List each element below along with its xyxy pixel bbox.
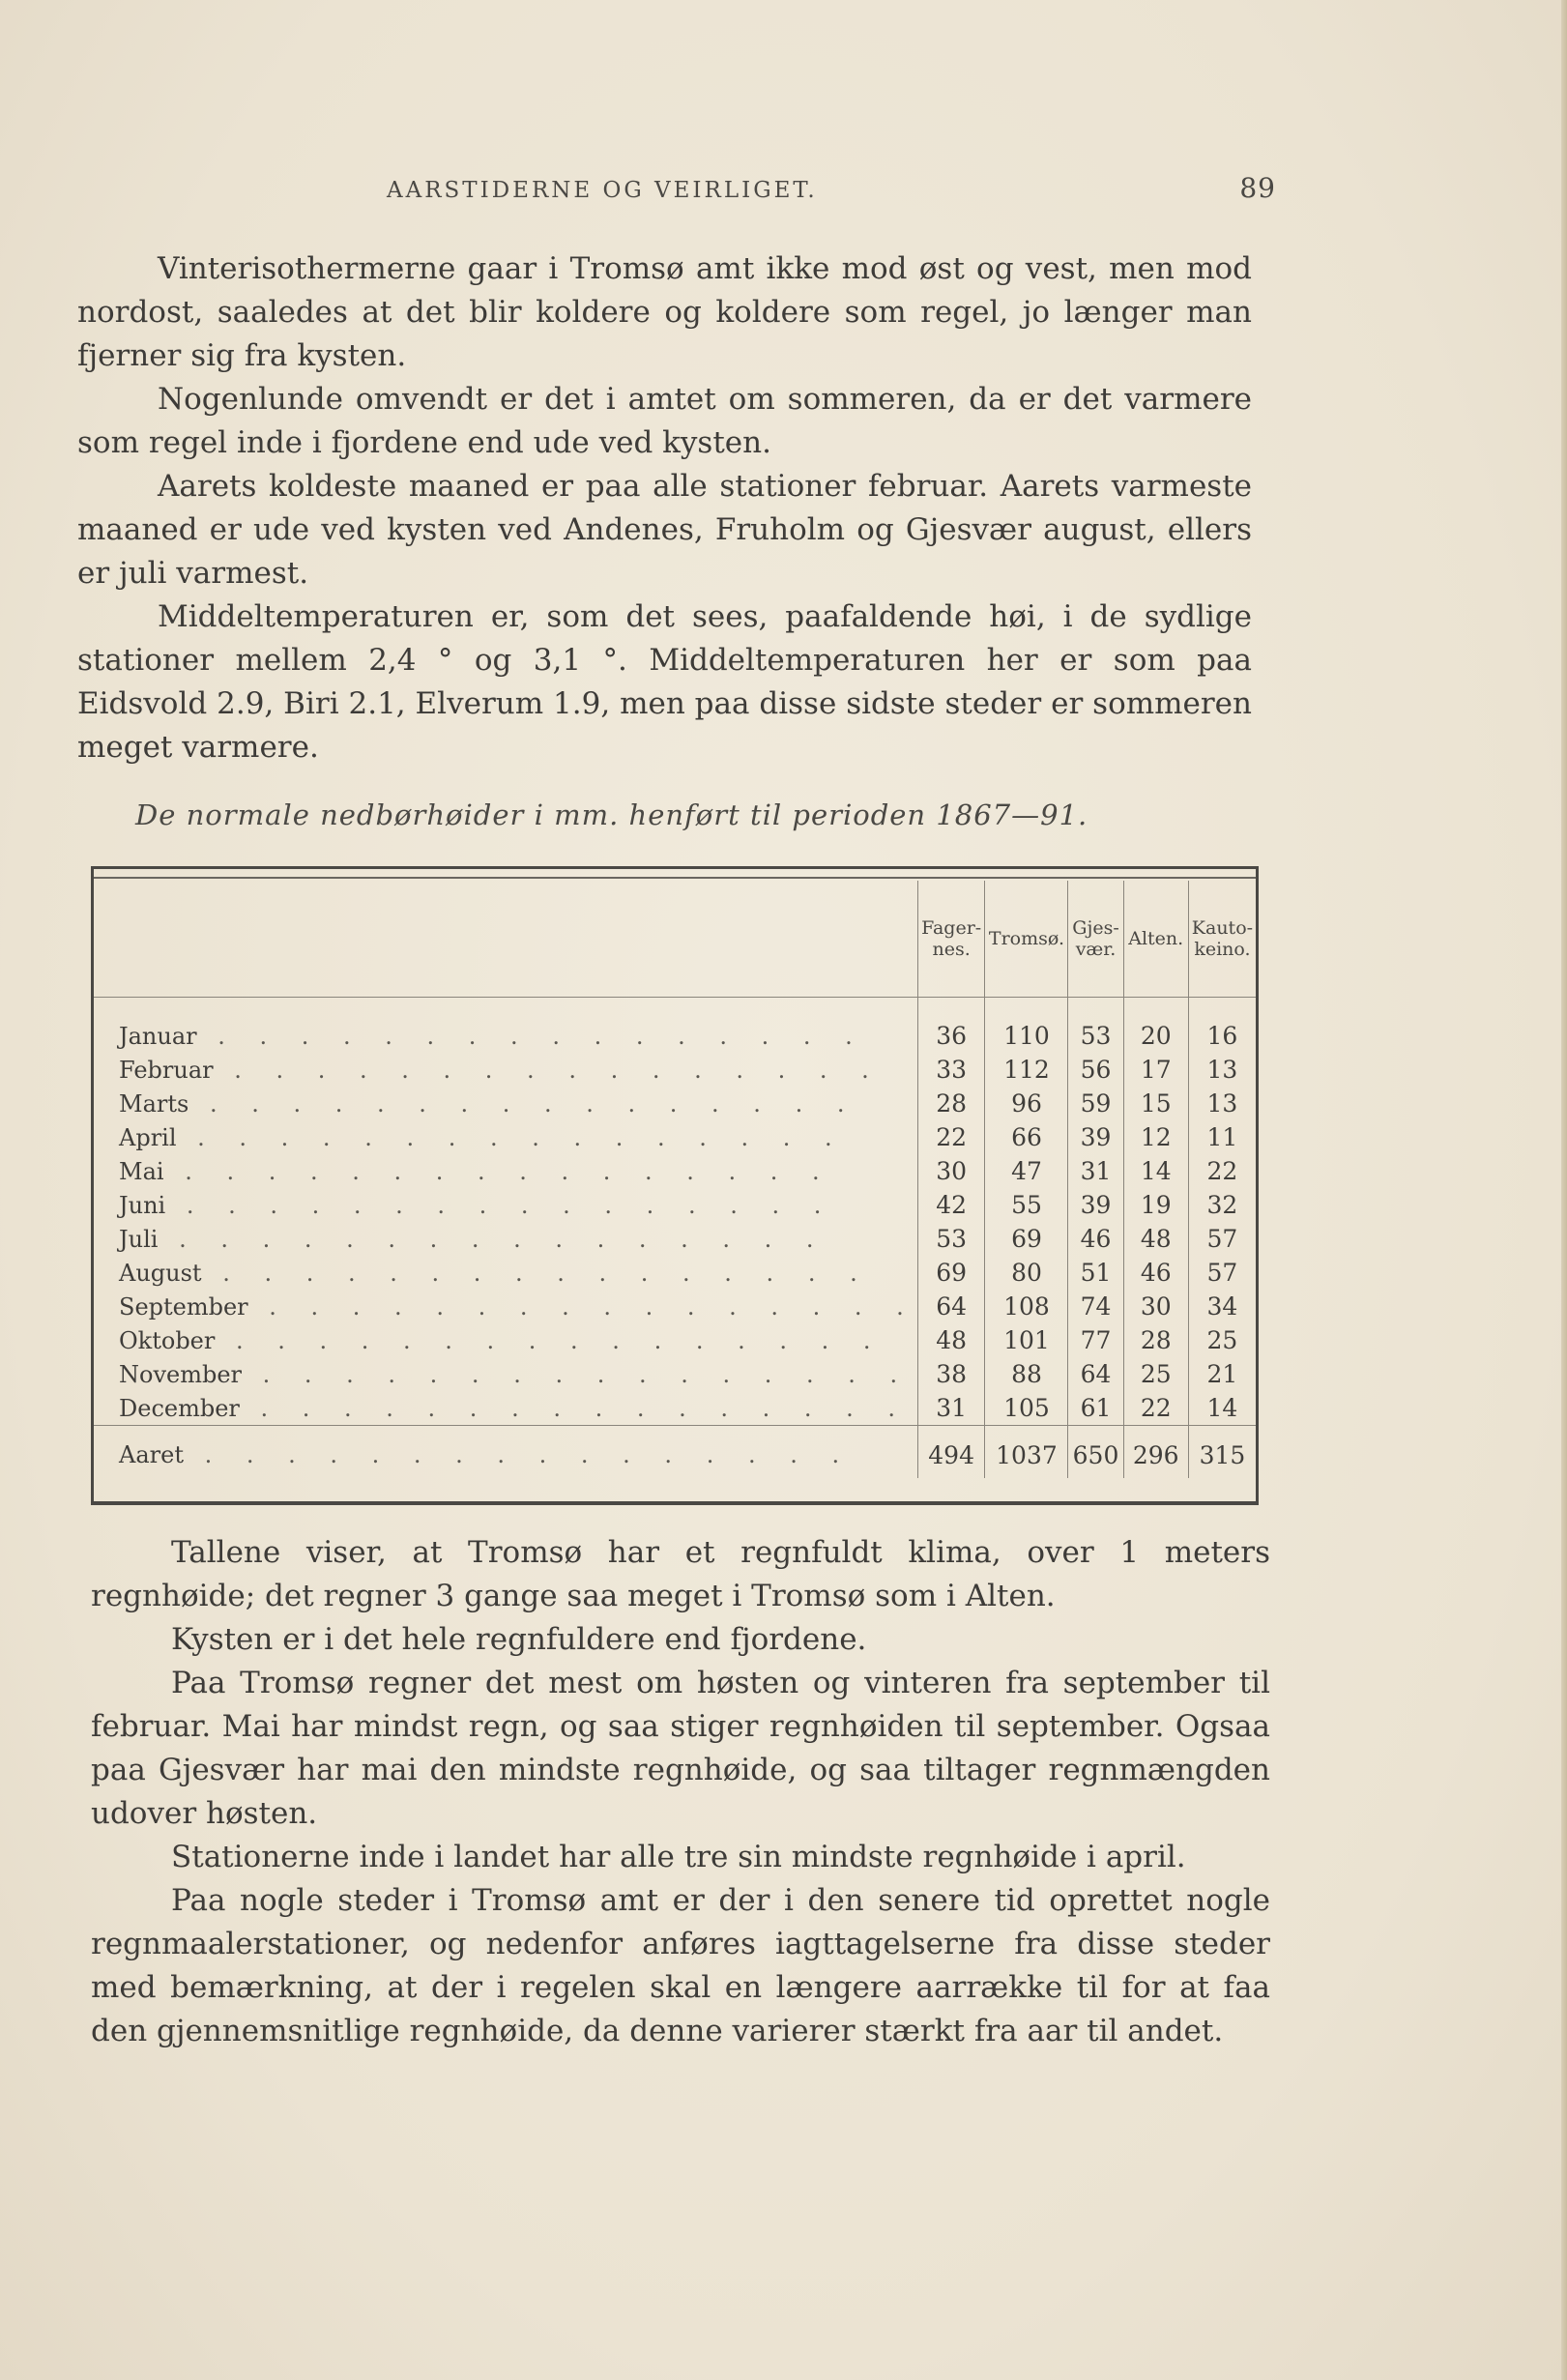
table-cell: 39	[1068, 1120, 1123, 1154]
leader-dots: . . . . . . . . . . . . . . . .	[196, 1022, 866, 1050]
table-cell: 32	[1188, 1188, 1256, 1222]
table-cell: 101	[985, 1323, 1068, 1357]
table-row	[94, 1087, 1256, 1120]
table-cell: 88	[985, 1357, 1068, 1391]
table-cell: 30	[1123, 1290, 1188, 1323]
page-number: 89	[1239, 172, 1276, 204]
row-label-text: November	[119, 1360, 243, 1388]
table-cell: 11	[1188, 1120, 1256, 1154]
table-cell: 22	[1123, 1391, 1188, 1426]
table-row	[94, 1256, 1256, 1290]
leader-dots: . . . . . . . . . . . . . . . .	[183, 1441, 854, 1468]
column-header: Fager-nes.	[917, 881, 985, 998]
paragraph: Vinterisothermerne gaar i Tromsø amt ikke mod øst og vest, men mod nordost, saaledes at det blir koldere og koldere som regel, jo længer man fjerner sig fra kysten.	[77, 251, 1252, 373]
table-cell: 108	[985, 1290, 1068, 1323]
row-label	[94, 998, 917, 1054]
table-cell: 650	[1068, 1426, 1123, 1479]
paragraph: Tallene viser, at Tromsø har et regnfuldt klima, over 1 meters regnhøide; det regner 3 gange saa meget i Tromsø som i Alten.	[91, 1535, 1270, 1613]
table-row	[94, 1222, 1256, 1256]
precipitation-table	[91, 866, 1259, 1505]
table-cell: 53	[1068, 998, 1123, 1054]
paragraph: Aarets koldeste maaned er paa alle stationer februar. Aarets varmeste maaned er ude ved kysten ved Andenes, Fruholm og Gjesvær august, ellers er juli varmest.	[77, 469, 1252, 591]
table-cell: 315	[1188, 1426, 1256, 1479]
table-cell: 48	[917, 1323, 985, 1357]
leader-dots: . . . . . . . . . . . . . . . .	[242, 1360, 912, 1388]
table-cell: 64	[1068, 1357, 1123, 1391]
data-table	[94, 881, 1256, 1478]
table-cell: 36	[917, 998, 985, 1054]
table-cell: 15	[1123, 1087, 1188, 1120]
table-cell: 105	[985, 1391, 1068, 1426]
table-cell: 31	[1068, 1154, 1123, 1188]
paragraph: Paa nogle steder i Tromsø amt er der i den senere tid oprettet nogle regnmaalerstationer, og nedenfor anføres iagttagelserne fra disse steder med bemærkning, at der i regelen skal en længere aarrække til for at faa den gjennemsnitlige regnhøide, da denne varierer stærkt fra aar til andet.	[91, 1883, 1270, 2048]
table-cell: 53	[917, 1222, 985, 1256]
column-header: Kauto-keino.	[1188, 881, 1256, 998]
row-label-text: Juli	[119, 1225, 159, 1253]
row-label	[94, 1154, 917, 1188]
table-row	[94, 1053, 1256, 1087]
table-cell: 51	[1068, 1256, 1123, 1290]
table-cell: 69	[917, 1256, 985, 1290]
table-cell: 48	[1123, 1222, 1188, 1256]
table-cell: 42	[917, 1188, 985, 1222]
table-cell: 19	[1123, 1188, 1188, 1222]
row-label	[94, 1087, 917, 1120]
body-text-top	[77, 247, 1252, 769]
row-label-text: August	[119, 1259, 202, 1287]
table-cell: 80	[985, 1256, 1068, 1290]
table-row	[94, 1357, 1256, 1391]
table-header-row	[94, 881, 1256, 998]
table-caption: De normale nedbørhøider i mm. henført til perioden 1867—91.	[135, 798, 1088, 831]
paragraph: Paa Tromsø regner det mest om høsten og vinteren fra september til februar. Mai har mindst regn, og saa stiger regnhøiden til september. Ogsaa paa Gjesvær har mai den mindste regnhøide, og saa tiltager regnmængden udover høsten.	[91, 1666, 1270, 1831]
table-cell: 57	[1188, 1222, 1256, 1256]
table-cell: 22	[917, 1120, 985, 1154]
table-row	[94, 1323, 1256, 1357]
leader-dots: . . . . . . . . . . . . . . . .	[213, 1056, 883, 1084]
leader-dots: . . . . . . . . . . . . . . . .	[239, 1394, 910, 1422]
column-header: Alten.	[1123, 881, 1188, 998]
table-cell: 74	[1068, 1290, 1123, 1323]
table-cell: 25	[1123, 1357, 1188, 1391]
table-cell: 66	[985, 1120, 1068, 1154]
row-label-text: Juni	[119, 1191, 166, 1219]
row-label	[94, 1256, 917, 1290]
table-cell: 112	[985, 1053, 1068, 1087]
table-cell: 30	[917, 1154, 985, 1188]
running-title: AARSTIDERNE OG VEIRLIGET.	[387, 178, 818, 203]
table-cell: 34	[1188, 1290, 1256, 1323]
row-label-text: September	[119, 1292, 248, 1321]
table-cell: 61	[1068, 1391, 1123, 1426]
table-row	[94, 1188, 1256, 1222]
row-label	[94, 1357, 917, 1391]
table-cell: 77	[1068, 1323, 1123, 1357]
row-label	[94, 1120, 917, 1154]
table-row	[94, 1154, 1256, 1188]
leader-dots: . . . . . . . . . . . . . . . .	[176, 1123, 846, 1151]
running-header	[387, 172, 1276, 211]
table-cell: 296	[1123, 1426, 1188, 1479]
table-cell: 39	[1068, 1188, 1123, 1222]
paragraph: Stationerne inde i landet har alle tre sin mindste regnhøide i april.	[171, 1840, 1186, 1874]
table-cell: 21	[1188, 1357, 1256, 1391]
table-cell: 13	[1188, 1053, 1256, 1087]
column-header: Gjes-vær.	[1068, 881, 1123, 998]
header-blank	[94, 881, 917, 998]
table-cell: 46	[1068, 1222, 1123, 1256]
row-label	[94, 1222, 917, 1256]
row-label	[94, 1391, 917, 1426]
table-cell: 57	[1188, 1256, 1256, 1290]
row-label-text: Aaret	[119, 1441, 184, 1468]
leader-dots: . . . . . . . . . . . . . . . .	[189, 1089, 858, 1117]
row-label-text: Mai	[119, 1157, 164, 1185]
leader-dots: . . . . . . . . . . . . . . . .	[165, 1191, 835, 1219]
table-cell: 14	[1188, 1391, 1256, 1426]
table-cell: 494	[917, 1426, 985, 1479]
paragraph: Kysten er i det hele regnfuldere end fjordene.	[171, 1622, 867, 1657]
total-row	[94, 1426, 1256, 1479]
row-label	[94, 1290, 917, 1323]
paragraph: Nogenlunde omvendt er det i amtet om sommeren, da er det varmere som regel inde i fjordene end ude ved kysten.	[77, 382, 1252, 460]
table-cell: 12	[1123, 1120, 1188, 1154]
row-label	[94, 1426, 917, 1479]
table-row	[94, 1290, 1256, 1323]
row-label-text: Januar	[119, 1022, 197, 1050]
row-label-text: Oktober	[119, 1326, 216, 1354]
table-cell: 13	[1188, 1087, 1256, 1120]
table-cell: 33	[917, 1053, 985, 1087]
table-body	[94, 998, 1256, 1479]
table-cell: 28	[1123, 1323, 1188, 1357]
table-cell: 17	[1123, 1053, 1188, 1087]
table-row	[94, 1120, 1256, 1154]
table-cell: 55	[985, 1188, 1068, 1222]
leader-dots: . . . . . . . . . . . . . . . .	[163, 1157, 833, 1185]
table-cell: 14	[1123, 1154, 1188, 1188]
leader-dots: . . . . . . . . . . . . . . . .	[247, 1292, 917, 1321]
row-label-text: April	[119, 1123, 177, 1151]
table-cell: 25	[1188, 1323, 1256, 1357]
table-cell: 64	[917, 1290, 985, 1323]
row-label-text: Februar	[119, 1056, 214, 1084]
table-cell: 31	[917, 1391, 985, 1426]
row-label	[94, 1188, 917, 1222]
table-cell: 20	[1123, 998, 1188, 1054]
paragraph: Middeltemperaturen er, som det sees, paafaldende høi, i de sydlige stationer mellem 2,4 ° og 3,1 °. Middeltemperaturen her er som paa Eidsvold 2.9, Biri 2.1, Elverum 1.9, men paa disse sidste steder er sommeren meget varmere.	[77, 599, 1252, 765]
body-text-bottom	[91, 1531, 1270, 2053]
table-row	[94, 1391, 1256, 1426]
table-rule	[94, 877, 1256, 879]
leader-dots: . . . . . . . . . . . . . . . .	[215, 1326, 885, 1354]
table-cell: 96	[985, 1087, 1068, 1120]
row-label-text: Marts	[119, 1089, 189, 1117]
page-edge	[1561, 0, 1567, 2380]
table-cell: 16	[1188, 998, 1256, 1054]
column-header: Tromsø.	[985, 881, 1068, 998]
table-cell: 28	[917, 1087, 985, 1120]
table-cell: 110	[985, 998, 1068, 1054]
row-label	[94, 1053, 917, 1087]
table-cell: 47	[985, 1154, 1068, 1188]
row-label-text: December	[119, 1394, 240, 1422]
table-cell: 1037	[985, 1426, 1068, 1479]
table-cell: 38	[917, 1357, 985, 1391]
leader-dots: . . . . . . . . . . . . . . . .	[158, 1225, 827, 1253]
leader-dots: . . . . . . . . . . . . . . . .	[201, 1259, 871, 1287]
table-row	[94, 998, 1256, 1054]
table-cell: 22	[1188, 1154, 1256, 1188]
table-cell: 69	[985, 1222, 1068, 1256]
table-cell: 46	[1123, 1256, 1188, 1290]
table-cell: 59	[1068, 1087, 1123, 1120]
table-cell: 56	[1068, 1053, 1123, 1087]
row-label	[94, 1323, 917, 1357]
